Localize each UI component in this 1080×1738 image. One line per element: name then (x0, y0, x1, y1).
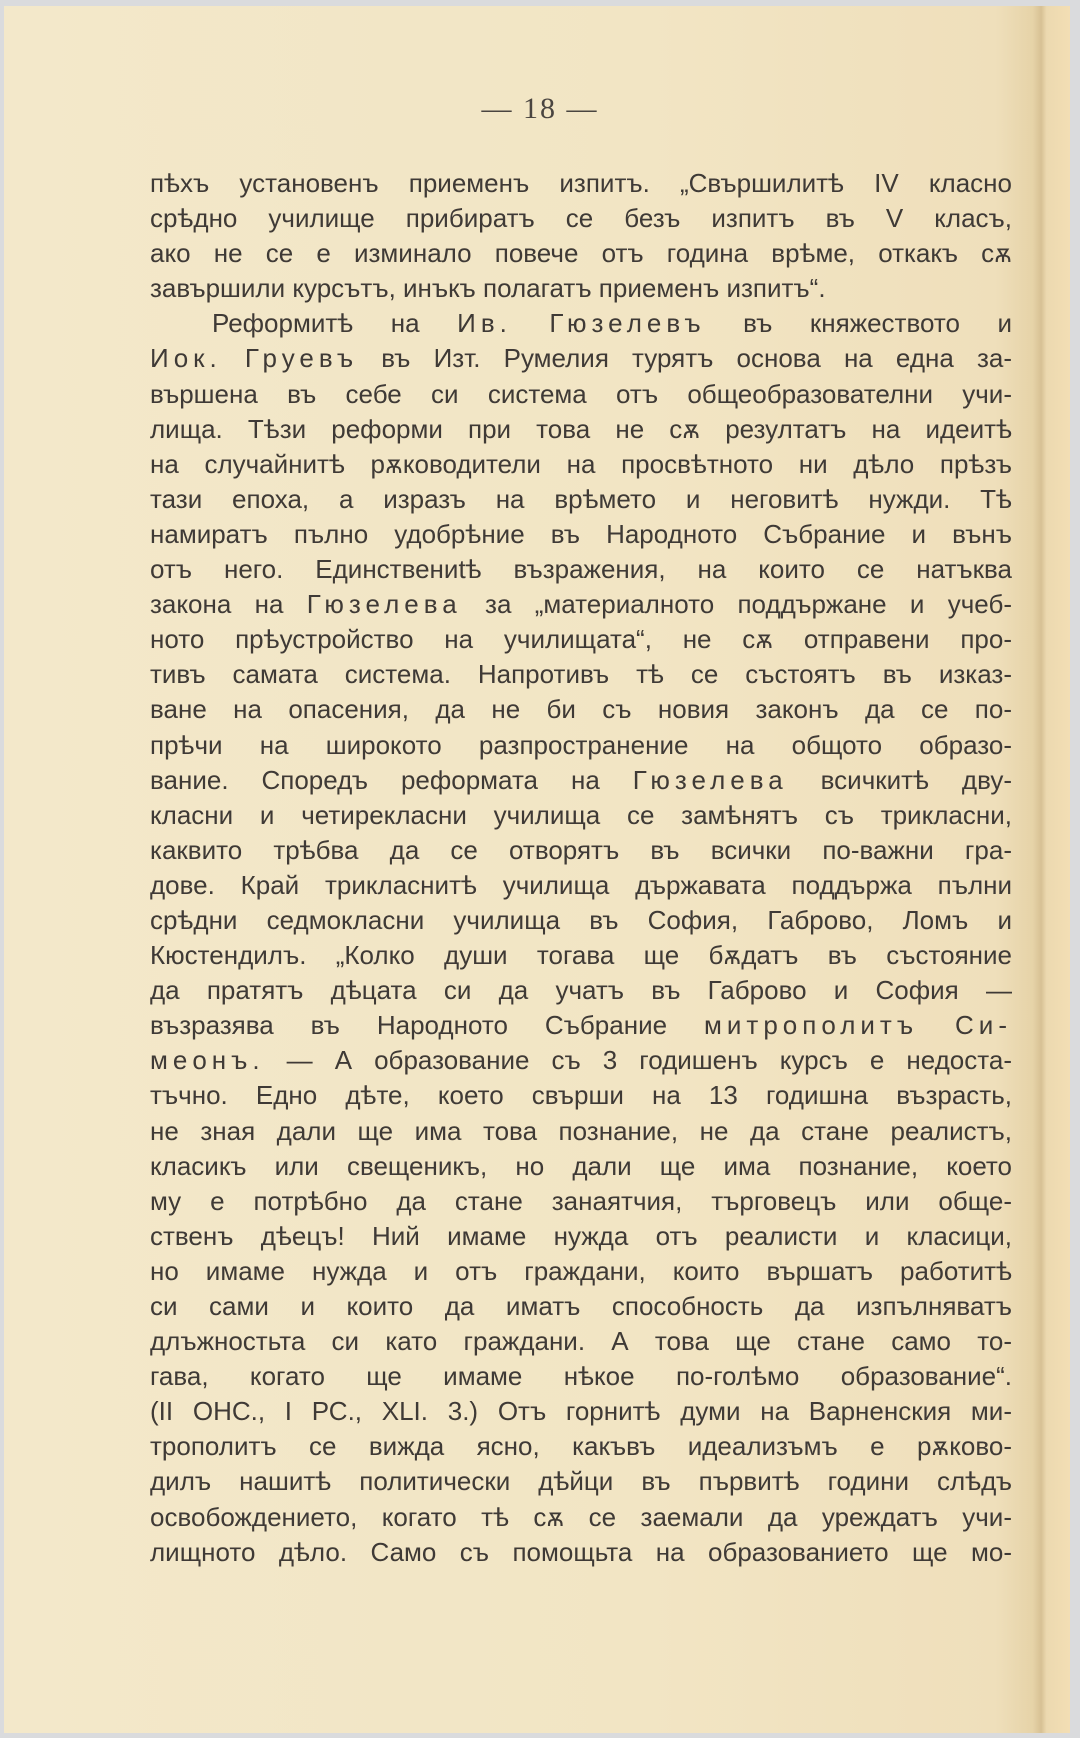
spaced-name: меонъ. (150, 1045, 265, 1076)
text-segment: отъ него. Единствениtѣ възражения, на които се натъква (150, 554, 1012, 585)
text-segment: не зная дали ще има това познание, не да стане реалистъ, (150, 1115, 1012, 1146)
text-line (150, 236, 1012, 271)
text-segment: ване на опасения, да не би съ новия законъ да се по- (150, 694, 1012, 725)
text-line (150, 587, 1012, 622)
text-segment: закона на (150, 589, 307, 620)
text-segment: освобождението, когато тѣ сѫ се заемали да уреждатъ учи- (150, 1501, 1012, 1532)
text-segment (512, 308, 550, 338)
text-segment: пѣхъ установенъ приеменъ изпитъ. „Свършилитѣ IV класно (150, 168, 1012, 198)
text-segment: срѣдни седмокласни училища въ София, Габрово, Ломъ и (150, 904, 1012, 935)
text-segment: (II ОНС., I РС., XLI. 3.) Отъ горнитѣ думи на Варненския ми- (150, 1396, 1012, 1427)
text-line (150, 412, 1012, 447)
text-line (150, 1324, 1012, 1359)
text-line (150, 482, 1012, 517)
text-line (150, 798, 1012, 833)
text-line (150, 622, 1012, 657)
text-line (150, 1359, 1012, 1394)
text-line (150, 1078, 1012, 1113)
text-segment: лища. Тѣзи реформи при това не сѫ резултатъ на идеитѣ (150, 413, 1012, 444)
text-segment (222, 343, 245, 373)
spaced-name: Ив. (457, 308, 512, 339)
text-line (150, 657, 1012, 692)
text-line (150, 692, 1012, 727)
text-line (150, 517, 1012, 552)
text-segment: трополитъ се вижда ясно, какъвъ идеализъмъ е рѫково- (150, 1431, 1012, 1462)
text-line (150, 903, 1012, 938)
text-line (150, 166, 1012, 201)
text-segment: ако не се е изминало повече отъ година врѣме, откакъ сѫ (150, 238, 1012, 269)
text-segment: тази епоха, а изразъ на врѣмето и неговитѣ нужди. Тѣ (150, 483, 1012, 514)
text-segment: дове. Край трикласнитѣ училища държавата поддържа пълни (150, 869, 1012, 900)
text-segment: но имаме нужда и отъ граждани, които вършатъ работитѣ (150, 1255, 1012, 1286)
text-line (150, 1008, 1012, 1043)
text-segment: тивъ самата система. Напротивъ тѣ се състоятъ въ изказ- (150, 659, 1012, 690)
text-line (150, 1535, 1012, 1570)
text-line (150, 1219, 1012, 1254)
text-line (150, 1254, 1012, 1289)
text-line (150, 763, 1012, 798)
text-segment: вание. Споредъ реформата на (150, 764, 633, 795)
text-segment: намиратъ пълно удобрѣние въ Народното Събрание и вънъ (150, 518, 1012, 549)
text-segment: възразява въ Народното Събрание (150, 1010, 705, 1041)
spaced-name: Груевъ (244, 343, 359, 374)
text-line (150, 1149, 1012, 1184)
text-line (150, 1394, 1012, 1429)
spaced-name: Гюзелева (632, 764, 788, 795)
spaced-name: Гюзелева (306, 589, 462, 620)
text-segment: длъжностьта си като граждани. А това ще стане само то- (150, 1326, 1012, 1357)
text-line (150, 938, 1012, 973)
text-segment: Кюстендилъ. „Колко души тогава ще бѫдатъ въ състояние (150, 940, 1012, 971)
text-line (150, 552, 1012, 587)
text-line (150, 1429, 1012, 1464)
text-segment: вършена въ себе си система отъ общеобразователни учи- (150, 378, 1012, 409)
text-segment: — А образование съ 3 годишенъ курсъ е недоста- (264, 1045, 1012, 1076)
text-line (150, 868, 1012, 903)
text-segment: каквито трѣбва да се отворятъ въ всички по-важни гра- (150, 834, 1012, 865)
text-segment: за „материалното поддържане и учеб- (461, 589, 1012, 620)
text-segment: на случайнитѣ рѫководители на просвѣтното ни дѣло прѣзъ (150, 448, 1012, 479)
text-line (150, 377, 1012, 412)
text-segment: Реформитѣ на (212, 308, 458, 339)
text-segment: класни и четирекласни училища се замѣнятъ съ трикласни, (150, 799, 1012, 830)
text-segment: класикъ или свещеникъ, но дали ще има познание, което (150, 1150, 1012, 1181)
spaced-name: митрополитъ (704, 1010, 919, 1041)
text-line (150, 728, 1012, 763)
spaced-name: Гюзелевъ (549, 308, 706, 339)
text-segment: си сами и които да иматъ способность да изпълняватъ (150, 1291, 1012, 1321)
text-line (150, 1289, 1012, 1324)
text-segment: всичкитѣ дву- (787, 764, 1012, 795)
text-line (150, 271, 1012, 306)
text-segment: завършили курсътъ, инъкъ полагатъ приеменъ изпитъ“. (150, 273, 826, 304)
text-segment (918, 1010, 955, 1040)
text-line (150, 833, 1012, 868)
spaced-name: Си- (955, 1010, 1012, 1041)
text-line (150, 1500, 1012, 1535)
text-segment: ственъ дѣецъ! Ний имаме нужда отъ реалисти и класици, (150, 1220, 1012, 1251)
text-line (150, 973, 1012, 1008)
text-segment: ното прѣустройство на училищата“, не сѫ отправени про- (150, 624, 1012, 655)
text-segment: срѣдно училище прибиратъ се безъ изпитъ въ V класъ, (150, 203, 1012, 234)
text-line (150, 1114, 1012, 1149)
text-segment: въ княжеството и (705, 308, 1012, 339)
page-number: — 18 — (481, 92, 599, 125)
body-text (150, 166, 1012, 1570)
text-segment: тъчно. Едно дѣте, което свърши на 13 годишна възрасть, (150, 1080, 1012, 1111)
text-line (150, 306, 1012, 341)
text-segment: дилъ нашитѣ политически дѣйци въ първитѣ години слѣдъ (150, 1466, 1012, 1497)
text-segment: лищното дѣло. Само съ помощьта на образованието ще мо- (150, 1536, 1012, 1567)
text-line (150, 1184, 1012, 1219)
text-line (150, 201, 1012, 236)
text-segment: му е потрѣбно да стане занаятчия, търговецъ или обще- (150, 1185, 1012, 1216)
spaced-name: Иок. (150, 343, 222, 374)
text-segment: въ Изт. Румелия турятъ основа на една за- (358, 343, 1012, 374)
text-line (150, 447, 1012, 482)
text-segment: гава, когато ще имаме нѣкое по-голѣмо образование“. (150, 1361, 1012, 1392)
text-line (150, 1464, 1012, 1499)
text-segment: прѣчи на широкото разпространение на общото образо- (150, 729, 1012, 760)
text-line (150, 1043, 1012, 1078)
text-line (150, 341, 1012, 376)
text-segment: да пратятъ дѣцата си да учатъ въ Габрово и София — (150, 975, 1012, 1006)
